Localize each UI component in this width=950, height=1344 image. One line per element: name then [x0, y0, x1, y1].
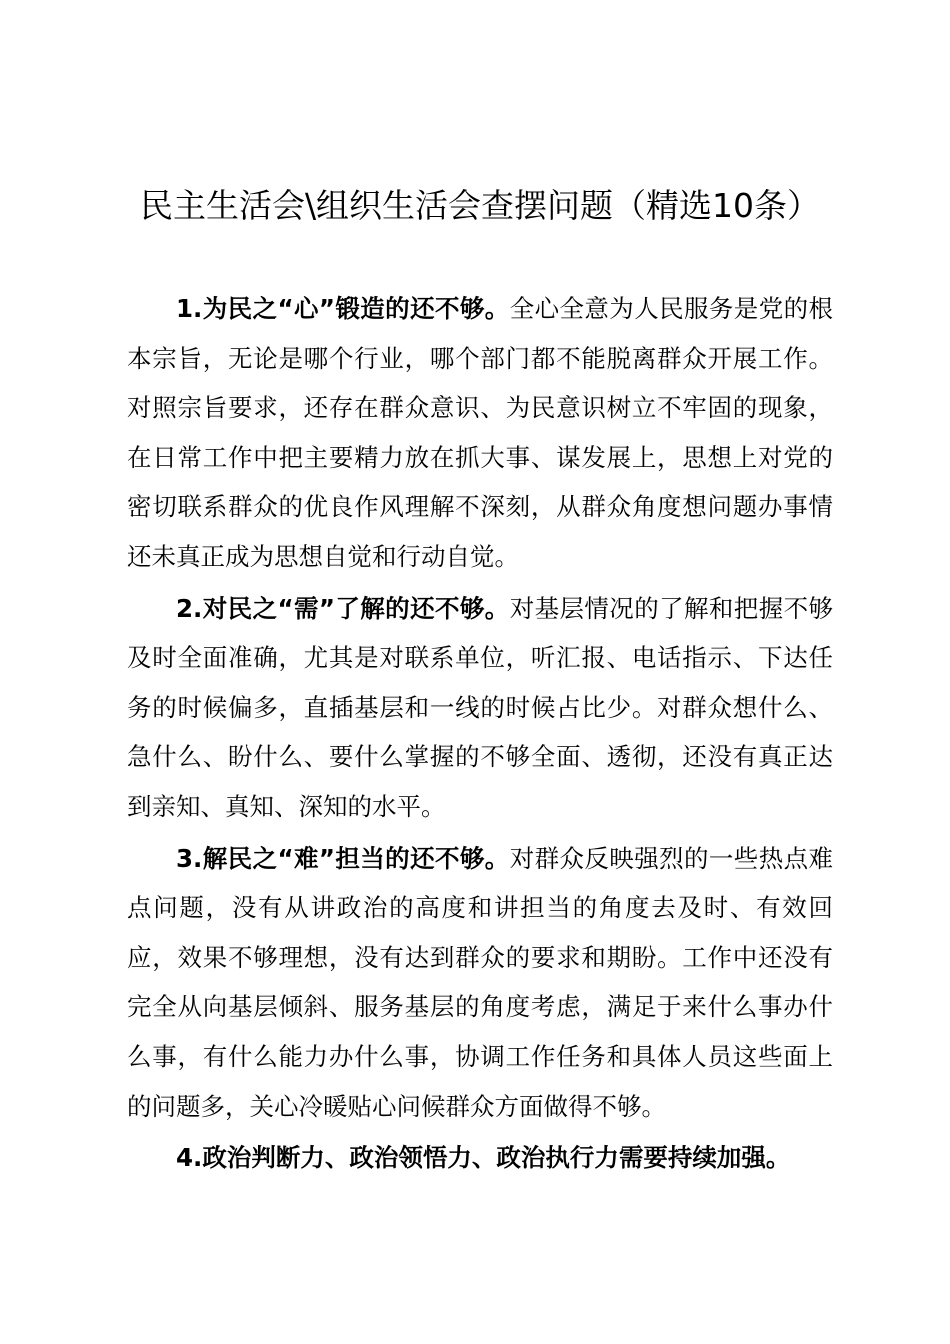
list-item — [127, 284, 833, 582]
item-text: 对群众反映强烈的一些热点难点问题，没有从讲政治的高度和讲担当的角度去及时、有效回应，效果不够理想，没有达到群众的要求和期盼。工作中还没有完全从向基层倾斜、服务基层的角度考虑，满足于来什么事办什么事，有什么能力办什么事，协调工作任务和具体人员这些面上的问题多，关心冷暖贴心问候群众方面做得不够。 — [127, 843, 834, 1121]
item-heading: 3.解民之“难”担当的还不够。 — [176, 843, 510, 873]
item-heading: 2.对民之“需”了解的还不够。 — [176, 593, 510, 623]
item-heading: 1.为民之“心”锻造的还不够。 — [176, 294, 510, 323]
item-text: 对基层情况的了解和把握不够及时全面准确，尤其是对联系单位，听汇报、电话指示、下达任务的时候偏多，直插基层和一线的时候占比少。对群众想什么、急什么、盼什么、要什么掌握的不够全面、透彻，还没有真正达到亲知、真知、深知的水平。 — [127, 593, 834, 821]
item-text: 全心全意为人民服务是党的根本宗旨，无论是哪个行业，哪个部门都不能脱离群众开展工作。对照宗旨要求，还存在群众意识、为民意识树立不牢固的现象，在日常工作中把主要精力放在抓大事、谋发展上，思想上对党的密切联系群众的优良作风理解不深刻，从群众角度想问题办事情还未真正成为思想自觉和行动自觉。 — [127, 294, 834, 571]
item-heading: 4.政治判断力、政治领悟力、政治执行力需要持续加强。 — [176, 1143, 791, 1173]
list-item — [127, 834, 833, 1132]
list-item — [127, 1133, 833, 1183]
document-title: 民主生活会\组织生活会查摆问题（精选10条） — [139, 186, 821, 225]
document-body — [127, 284, 833, 1185]
list-item — [127, 584, 833, 832]
